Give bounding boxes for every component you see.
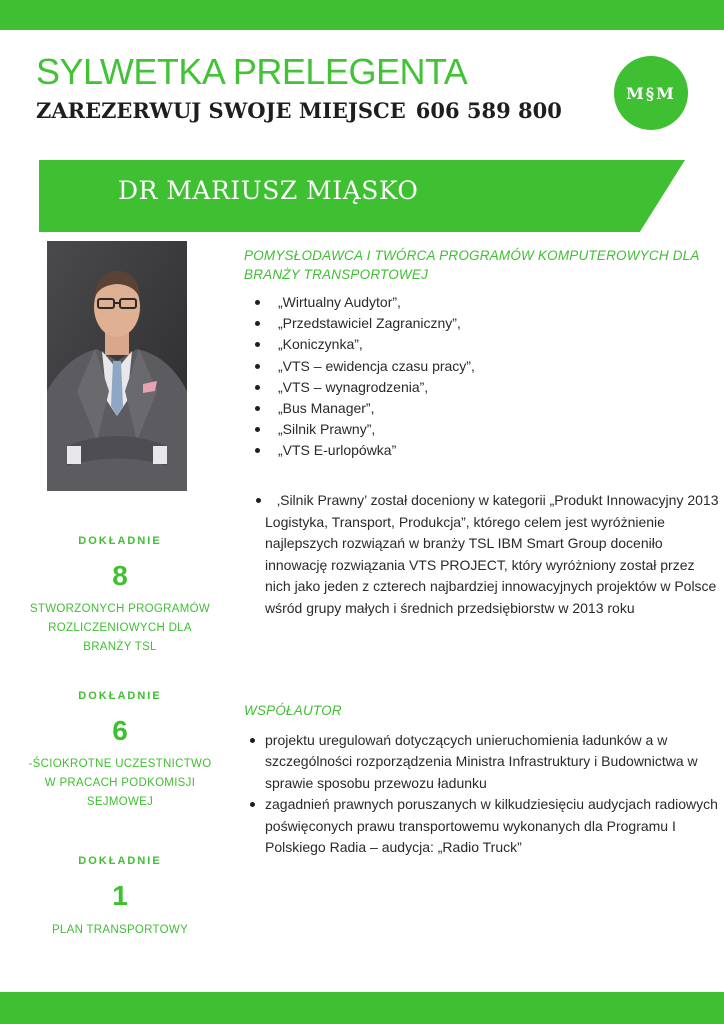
award-text: ‚Silnik Prawny’ został doceniony w kategorii „Produkt Innowacyjny 2013 Logistyka, Transport, Produkcja”, którego celem jest wyróżnienie najlepszych rozwiązań w branży TSL IBM Smart Group doceniło innowację rozwiązania VTS PROJECT, który wyróżniony został przez nich jako jeden z czterech najbardziej innowacyjnych projektów w Polsce wśród grupy małych i średnich przedsiębiorstw w 2013 roku [265,492,719,616]
list-item: „VTS E-urlopówka” [244,440,475,461]
stat-3-description: PLAN TRANSPORTOWY [51,924,189,936]
bullet-icon [256,498,261,503]
stat-3-number: 1 [112,880,128,911]
list-item: projektu uregulowań dotyczących unieruchomienia ładunków a w szczególności rozporządzenia Ministra Infrastruktury i Budownictwa w sprawie sposobu przewozu ładunku [244,730,719,794]
stat-2-description: -ŚCIOKROTNE UCZESTNICTWO W PRACACH PODKOMISJI SEJMOWEJ [28,758,212,808]
speaker-name: DR MARIUSZ MIĄSKO [118,176,419,205]
programs-list [244,292,475,462]
coauthor-heading: WSPÓŁAUTOR [244,703,342,718]
bottom-green-bar [0,992,724,1024]
list-item: „Przedstawiciel Zagraniczny”, [244,313,475,334]
list-item: „Bus Manager”, [244,398,475,419]
reservation-text: ZAREZERWUJ SWOJE MIEJSCE [36,98,406,123]
speaker-photo [47,241,187,491]
award-paragraph [244,490,719,620]
page-title: SYLWETKA PRELEGENTA [36,51,468,92]
list-item: „Wirtualny Audytor”, [244,292,475,313]
top-green-bar [0,0,724,30]
portrait-image [47,241,187,491]
stat-2-number: 6 [112,715,128,746]
logo-text: M§M [626,83,676,103]
stat-2-label: DOKŁADNIE [78,690,162,702]
coauthor-list [244,730,719,858]
list-item: „Silnik Prawny”, [244,419,475,440]
stat-1-number: 8 [112,560,128,591]
programs-heading: POMYSŁODAWCA I TWÓRCA PROGRAMÓW KOMPUTEROWYCH DLA BRANŻY TRANSPORTOWEJ [244,248,700,282]
stat-1-description: STWORZONYCH PROGRAMÓW ROZLICZENIOWYCH DLA BRANŻY TSL [29,603,211,653]
list-item: zagadnień prawnych poruszanych w kilkudziesięciu audycjach radiowych poświęconych prawu transportowemu wykonanych dla Programu I Polskiego Radia – audycja: „Radio Truck” [244,794,719,858]
list-item: „Koniczynka”, [244,334,475,355]
reservation-line [36,98,562,123]
list-item: „VTS – ewidencja czasu pracy”, [244,356,475,377]
list-item: „VTS – wynagrodzenia”, [244,377,475,398]
stat-1-label: DOKŁADNIE [78,535,162,547]
phone-number: 606 589 800 [415,98,562,123]
company-logo [614,56,688,130]
stat-3-label: DOKŁADNIE [78,855,162,867]
